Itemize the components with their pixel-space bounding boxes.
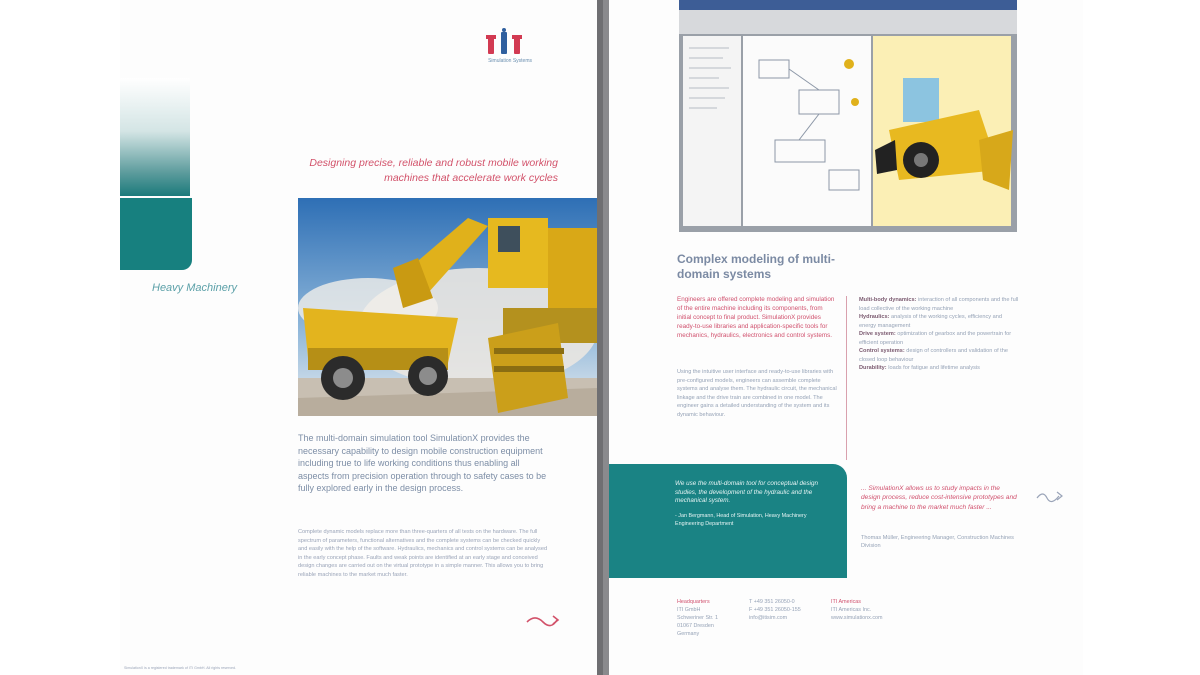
- list-item: Durability: loads for fatigue and lifetime analysis: [859, 365, 980, 371]
- contact-block-headquarters: Headquarters ITI GmbH Schweriner Str. 1 01067 Dresden Germany: [677, 599, 719, 637]
- left-column-body: Using the intuitive user interface and ready-to-use libraries with pre-configured models, engineers can assemble complete systems and analyse them. The hydraulic circuit, the mechanical linkage and the drive train are combined in one model. The engineer gains a detailed understanding of the system and its dynamic behaviour.: [677, 369, 837, 418]
- machinery-photo: [298, 198, 597, 416]
- contact-block-phone: T +49 351 26050-0 F +49 351 26050-155 info@itisim.com: [749, 599, 801, 621]
- column-divider: [846, 296, 847, 460]
- testimonial-author: - Jan Bergmann, Head of Simulation, Heavy Machinery Engineering Department: [675, 513, 807, 527]
- right-page: [609, 0, 1083, 675]
- feature-list: [859, 296, 1019, 373]
- intro-paragraph: The multi-domain simulation tool SimulationX provides the necessary capability to design mobile construction equipment including true to life working conditions thus enabling all aspects from precision operation through to safety cases to be fully explored early in the design process.: [298, 433, 547, 494]
- iti-logo-icon: [486, 28, 530, 56]
- quote-author: Thomas Müller, Engineering Manager, Construction Machines Division: [861, 535, 1014, 550]
- list-item: Drive system: optimization of gearbox and the powertrain for efficient operation: [859, 331, 1012, 346]
- section-label: Heavy Machinery: [152, 282, 237, 294]
- pull-quote: ... SimulationX allows us to study impacts in the design process, reduce cost-intensive prototypes and bring a machine to the market much faster ...: [861, 485, 1017, 511]
- list-item: Multi-body dynamics: interaction of all components and the full load collective of the working machine: [859, 297, 1019, 312]
- list-item: Control systems: design of controllers and validation of the closed loop behaviour: [859, 348, 1008, 363]
- contact-block-americas: ITI Americas ITI Americas Inc. www.simulationx.com: [831, 599, 883, 621]
- software-screenshot: [679, 0, 1017, 232]
- section-title: Complex modeling of multi-domain systems: [677, 252, 835, 281]
- footer-left: SimulationX is a registered trademark of ITI GmbH. All rights reserved.: [124, 666, 237, 670]
- gradient-decor-block: [120, 78, 190, 196]
- teal-decor-block: [120, 198, 192, 270]
- page-turn-arrow-icon: [525, 610, 561, 630]
- signature-mark-icon: [1035, 488, 1065, 506]
- red-intro-text: Engineers are offered complete modeling and simulation of the entire machine including its components, from initial concept to final product. SimulationX provides ready-to-use libraries and application-specific tools for mechanics, hydraulics, electronics and control systems.: [677, 296, 835, 339]
- body-paragraph: Complete dynamic models replace more than three-quarters of all tests on the hardware. The full spectrum of parameters, functional alternatives and the complete systems can be checked quickly and easily with the help of the software. Hydraulics, mechanics and control systems can be analysed in the early concept phase. Faults and weak points are identified at an early stage and conceived design changes are carried out on the virtual prototype in a simple manner. This allows you to bring reliable machines to the market much faster.: [298, 529, 548, 578]
- left-page: [120, 0, 597, 675]
- testimonial-text: We use the multi-domain tool for conceptual design studies, the development of the hydraulic and the mechanical system.: [675, 480, 819, 505]
- logo-tagline: Simulation Systems: [488, 58, 532, 64]
- list-item: Hydraulics: analysis of the working cycles, efficiency and energy management: [859, 314, 1002, 329]
- headline: Designing precise, reliable and robust mobile working machines that accelerate work cycles: [309, 157, 558, 184]
- teal-testimonial-panel: [609, 464, 847, 578]
